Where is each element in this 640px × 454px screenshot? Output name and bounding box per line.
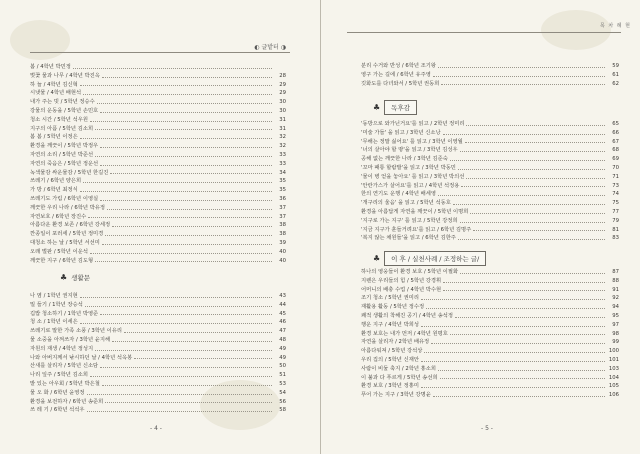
toc-entry-title: 대청소 하는 날 / 5학년 서선미 [30, 239, 100, 246]
toc-entry [30, 221, 286, 230]
toc-entry [361, 173, 619, 182]
toc-entry-page: 29 [279, 90, 286, 97]
toc-entry-title: '복지 않는 채원들'을 읽고 / 6학년 김한주 [361, 235, 456, 242]
toc-entry-page: 92 [612, 295, 619, 302]
toc-entry-title: 자연을 살리자 / 2학년 배유정 [361, 339, 430, 346]
toc-entry [361, 164, 619, 173]
dot-leader [441, 84, 605, 85]
toc-entry [361, 347, 619, 356]
dot-leader [473, 230, 605, 231]
toc-entry-page: 87 [612, 269, 619, 275]
toc-entry-title: 지구의 아픔 / 5학년 김소희 [30, 125, 94, 132]
toc-entry-title: 환경을 보전하자 / 6학년 송준희 [30, 398, 104, 405]
toc-entry [30, 248, 286, 257]
dot-leader [100, 367, 272, 368]
toc-entry-title: 벚꽃 물과 나무 / 4학년 박진옥 [30, 72, 100, 79]
dot-leader [460, 273, 605, 274]
toc-entry [361, 330, 619, 339]
toc-entry-title: 산새를 살리자 / 5학년 신소담 [30, 363, 99, 370]
toc-entry-title: 사람이 비둘 축지 / 2학년 홍소희 [361, 365, 436, 372]
toc-entry-title: 하나의 영웅들이 환경 보호 / 5학년 이필화 [361, 269, 459, 275]
toc-entry-page: 62 [612, 80, 619, 87]
toc-entry [30, 72, 286, 81]
dot-leader [465, 142, 605, 143]
dot-leader [450, 160, 605, 161]
toc-entry-page: 38 [279, 231, 286, 238]
toc-entry-title: '지금 지구가 훈들거려요'를 읽고 / 6학년 김명주 [361, 226, 472, 233]
toc-entry-title: 자연보호 / 6학년 장진수 [30, 213, 87, 220]
paper-stain [10, 20, 70, 60]
dot-leader [460, 151, 605, 152]
toc-entry-page: 35 [279, 187, 286, 194]
toc-entry-title: 아름다워져 / 5학년 강석상 [361, 348, 423, 355]
toc-entry-title: 쓰레기도 가림 / 6학년 이영실 [30, 195, 99, 202]
toc-entry-title: 녹색물감 싸운물감 / 5학년 한길진 [30, 169, 109, 176]
toc-entry-title: 밀 들기 / 1학년 장승석 [30, 301, 83, 308]
dot-leader [80, 85, 272, 86]
toc-entry-page: 106 [608, 392, 619, 399]
toc-entry [30, 125, 286, 134]
dot-leader [421, 387, 605, 388]
dot-leader [450, 334, 605, 335]
dot-leader [443, 290, 605, 291]
toc-entry-page: 65 [612, 121, 619, 127]
dot-leader [421, 326, 605, 327]
toc-entry [361, 321, 619, 330]
toc-list-poems [30, 63, 286, 265]
toc-entry [30, 380, 286, 389]
toc-entry-page: 77 [612, 208, 619, 215]
dot-leader [83, 182, 272, 183]
toc-entry-page: 58 [279, 407, 286, 414]
toc-entry [30, 204, 286, 213]
toc-entry-title: 환경 보호는 내가 먼저 / 4학년 원평호 [361, 330, 448, 337]
toc-entry-page: 66 [612, 129, 619, 136]
toc-entry-page: 51 [279, 372, 286, 379]
dot-leader [80, 297, 272, 298]
toc-entry [361, 199, 619, 208]
toc-entry [361, 277, 619, 286]
dot-leader [458, 169, 605, 170]
dot-leader [455, 317, 605, 318]
toc-entry-page: 74 [612, 191, 619, 198]
toc-entry [30, 327, 286, 336]
toc-entry-page: 83 [612, 235, 619, 242]
dot-leader [124, 332, 272, 333]
dot-leader [466, 178, 605, 179]
page-number: - 5 - [481, 425, 493, 432]
toc-entry [30, 336, 286, 345]
toc-entry-page: 105 [608, 383, 619, 390]
toc-entry-page: 43 [279, 293, 286, 299]
dot-leader [100, 165, 272, 166]
toc-entry [30, 89, 286, 98]
dot-leader [438, 195, 605, 196]
dot-leader [87, 394, 272, 395]
toc-entry-page: 31 [279, 116, 286, 123]
right-page [320, 0, 640, 454]
toc-entry [30, 257, 286, 266]
toc-entry [361, 80, 619, 89]
toc-entry-title: 깁밥 청소하기 / 1학년 박영준 [30, 310, 99, 317]
toc-entry-title: 나리 잎주 / 5학년 김소희 [30, 372, 88, 379]
toc-entry-title: 나 염 / 1학년 권지현 [30, 293, 78, 299]
toc-entry-page: 35 [279, 178, 286, 185]
dot-leader [112, 341, 272, 342]
toc-entry-page: 100 [608, 348, 619, 355]
toc-entry-title: 자연의 죽음은 / 5학년 정운선 [30, 160, 99, 167]
toc-entry-page: 97 [612, 321, 619, 328]
toc-list-essays [30, 292, 286, 415]
toc-entry-page: 103 [608, 365, 619, 372]
toc-entry-page: 44 [279, 301, 286, 308]
dot-leader [83, 94, 272, 95]
toc-entry-title: 쓰 레 기 / 6학년 석석우 [30, 407, 85, 414]
toc-entry-page: 73 [612, 182, 619, 189]
toc-entry [361, 62, 619, 71]
toc-entry-page: 50 [279, 363, 286, 370]
toc-entry [361, 226, 619, 235]
toc-entry-page: 46 [279, 319, 286, 326]
toc-entry [30, 169, 286, 178]
dot-leader [80, 323, 272, 324]
toc-entry [30, 160, 286, 169]
toc-entry-title: '동방으로 와가닌거요'를 읽고 / 2학년 정미리 [361, 121, 465, 127]
toc-entry [361, 120, 619, 129]
toc-entry-title: 청소 시간 / 5학년 석우원 [30, 116, 88, 123]
toc-entry-page: 29 [279, 81, 286, 88]
dot-leader [433, 76, 605, 77]
toc-entry-title: 물 오 화 / 6학년 윤영정 [30, 389, 85, 396]
toc-entry-title: 이 불과 다 푸르게 / 5학년 송선희 [361, 374, 438, 381]
toc-entry-page: 38 [279, 222, 286, 229]
toc-entry-page: 31 [279, 125, 286, 132]
toc-entry-title: 자연의 소리 / 5학년 박준선 [30, 151, 94, 158]
toc-entry [361, 286, 619, 295]
toc-entry-title: 아름다운 환경 보존 / 6학년 강세정 [30, 222, 111, 229]
toc-entry-page: 75 [612, 200, 619, 207]
toc-entry-title: '너의 살아야 할 땅'을 읽고 / 3학년 김성우 [361, 147, 458, 154]
toc-entry [30, 398, 286, 407]
dot-leader [100, 314, 272, 315]
toc-entry [361, 129, 619, 138]
toc-list-book-reports [361, 120, 619, 243]
toc-entry-page: 53 [279, 380, 286, 387]
toc-entry-title: 공해 없는 깨끗한 나라 / 3학년 김준숙 [361, 156, 448, 163]
toc-entry-title: 깃화도를 다녀와서 / 5학년 권동희 [361, 80, 440, 87]
toc-entry [361, 374, 619, 383]
toc-entry [30, 63, 286, 72]
dot-leader [95, 156, 272, 157]
toc-entry [361, 208, 619, 217]
dot-leader [88, 217, 272, 218]
toc-entry-page: 34 [279, 169, 286, 176]
toc-entry-page: 101 [608, 356, 619, 363]
toc-entry-title: '미술 가들' 을 읽고 / 3학년 신소낭 [361, 129, 441, 136]
club-suit-icon: ♣ [373, 254, 381, 263]
dot-leader [105, 235, 272, 236]
toc-entry-title: 깨끗한 지구 / 6학년 김도형 [30, 257, 94, 264]
toc-entry-page: 32 [279, 143, 286, 150]
toc-entry [361, 294, 619, 303]
toc-entry [30, 362, 286, 371]
toc-entry [361, 182, 619, 191]
dot-leader [80, 138, 272, 139]
toc-list-reports [361, 62, 619, 88]
dot-leader [100, 147, 272, 148]
toc-entry [30, 230, 286, 239]
toc-entry-page: 79 [612, 217, 619, 224]
dot-leader [73, 68, 272, 69]
toc-entry [30, 345, 286, 354]
toc-entry-page: 40 [279, 248, 286, 255]
toc-entry [30, 81, 286, 90]
toc-entry-page: 88 [612, 277, 619, 284]
toc-entry [361, 338, 619, 347]
toc-entry [361, 356, 619, 365]
toc-entry [361, 146, 619, 155]
header-rule [30, 52, 290, 53]
toc-entry-title: '물이 병 얻을 놓아요' 를 읽고 / 3학년 박의선 [361, 173, 465, 180]
section-title: 이 후 / 실천사례 / 조정하는 글/ [384, 251, 486, 266]
dot-leader [110, 173, 272, 174]
dot-leader [102, 385, 272, 386]
toc-entry-page: 37 [279, 204, 286, 211]
dot-leader [426, 308, 605, 309]
toc-entry-page: 33 [279, 151, 286, 158]
dot-leader [105, 402, 272, 403]
toc-entry-page: 32 [279, 134, 286, 141]
toc-entry-title: 분리 수거와 반성 / 6학년 조기왕 [361, 63, 436, 69]
toc-entry-title: 밭 있는 아우회 / 5학년 박은철 [30, 380, 100, 387]
toc-entry-page: 68 [612, 147, 619, 154]
toc-entry-title: 깨끗한 우리 나라 / 6학년 박유정 [30, 204, 105, 211]
toc-entry [30, 151, 286, 160]
dot-leader [80, 191, 272, 192]
toc-entry-title: 가 방 / 6학년 최정식 [30, 187, 78, 194]
toc-entry-title: '안란가스가 살어요'를 읽고 / 4학년 석정용 [361, 182, 460, 189]
toc-entry [30, 195, 286, 204]
toc-entry-title: 조기 청소 / 5학년 권미리 [361, 295, 419, 302]
dot-leader [112, 226, 272, 227]
dot-leader [95, 129, 272, 130]
dot-leader [85, 306, 272, 307]
toc-entry-page: 70 [612, 164, 619, 171]
left-page-header: ◐ 글밭터 ◑ [254, 44, 286, 51]
toc-entry [30, 389, 286, 398]
toc-entry [30, 142, 286, 151]
toc-entry [30, 213, 286, 222]
toc-entry [30, 116, 286, 125]
toc-entry [361, 303, 619, 312]
dot-leader [102, 77, 272, 78]
toc-entry [361, 312, 619, 321]
toc-entry-page: 71 [612, 173, 619, 180]
toc-entry-title: 환경을 아름답게 자연을 깨끗이 / 5학년 이명희 [361, 208, 469, 215]
toc-entry-title: 행운 지구 / 4학년 박희성 [361, 321, 419, 328]
toc-entry-title: 우리 집의 / 5학년 신재안 [361, 356, 419, 363]
toc-entry-title: 봄 / 4학년 박민정 [30, 64, 71, 70]
toc-entry [30, 301, 286, 310]
toc-entry-page: 45 [279, 310, 286, 317]
toc-entry-title: 재활용 활동 / 5학년 정수정 [361, 304, 425, 311]
toc-entry [361, 382, 619, 391]
section-heading-essays [60, 273, 90, 282]
toc-entry-page: 67 [612, 138, 619, 145]
dot-leader [90, 253, 272, 254]
toc-entry-title: 깐종일이 포러세 / 5학년 정미경 [30, 231, 104, 238]
toc-entry-title: 한의 연기도 운행 / 4학년 배세영 [361, 191, 436, 198]
toc-entry [361, 391, 619, 400]
toc-entry-title: 자원의 재생 / 4학년 정성지 [30, 345, 94, 352]
toc-entry-title: 하 늘 / 4학년 김신혁 [30, 81, 78, 88]
toc-entry-page: 98 [612, 330, 619, 337]
dot-leader [443, 282, 605, 283]
toc-entry [30, 354, 286, 363]
toc-entry-title: 어머니의 배충 수업 / 4학년 박수현 [361, 286, 442, 293]
page-number: - 4 - [150, 425, 162, 432]
dot-leader [466, 125, 605, 126]
dot-leader [97, 103, 272, 104]
toc-entry [30, 186, 286, 195]
toc-entry [361, 71, 619, 80]
toc-entry-title: '꼬마 패통 할람발'을 읽고 / 3학년 박동민 [361, 164, 456, 171]
dot-leader [95, 261, 272, 262]
dot-leader [95, 350, 272, 351]
toc-entry [30, 371, 286, 380]
dot-leader [90, 121, 272, 122]
toc-entry-title: 봄 봄 / 5학년 이정은 [30, 134, 78, 141]
toc-entry-title: 나와 아버지께서 낚시하던 날 / 4학년 석옥봉 [30, 354, 133, 361]
club-suit-icon: ♣ [60, 273, 68, 282]
toc-entry-title: 환경 보호 / 3학년 정홍미 [361, 383, 419, 390]
toc-entry-page: 37 [279, 213, 286, 220]
toc-entry-page: 48 [279, 336, 286, 343]
toc-entry-page: 54 [279, 389, 286, 396]
toc-entry-page: 94 [612, 304, 619, 311]
dot-leader [461, 186, 605, 187]
dot-leader [470, 213, 605, 214]
toc-entry [30, 406, 286, 415]
toc-entry [30, 310, 286, 319]
dot-leader [440, 378, 605, 379]
toc-entry-page: 30 [279, 99, 286, 106]
toc-entry-title: 영구 가는 길에 / 6학년 유주영 [361, 71, 431, 78]
toc-entry-page: 36 [279, 195, 286, 202]
dot-leader [458, 239, 605, 240]
toc-entry [30, 133, 286, 142]
toc-entry-title: 푸어 가는 지구 / 3학년 강명윤 [361, 392, 431, 399]
dot-leader [102, 244, 272, 245]
toc-entry-title: 내가 주는 빗 / 5학년 정승수 [30, 99, 95, 106]
toc-entry-page: 30 [279, 107, 286, 114]
dot-leader [433, 396, 605, 397]
club-suit-icon: ♣ [373, 103, 381, 112]
toc-entry-title: '무해는 정말 싫어요' 를 읽고 / 3학년 이영월 [361, 138, 463, 145]
toc-entry-title: 청 소 / 1학년 이세은 [30, 319, 78, 326]
dot-leader [100, 112, 272, 113]
section-heading-practice [373, 251, 486, 266]
toc-entry [30, 107, 286, 116]
dot-leader [453, 204, 605, 205]
toc-entry-title: '지구로 가는 지구' 를 읽고 / 5학년 강정희 [361, 217, 458, 224]
toc-entry [30, 98, 286, 107]
toc-entry [361, 365, 619, 374]
toc-entry-page: 33 [279, 160, 286, 167]
header-rule [347, 32, 621, 33]
toc-entry-page: 91 [612, 286, 619, 293]
dot-leader [438, 370, 605, 371]
toc-entry-page: 69 [612, 156, 619, 163]
dot-leader [134, 358, 272, 359]
dot-leader [438, 67, 605, 68]
toc-entry-page: 47 [279, 328, 286, 335]
toc-entry-title: 쓰레기 / 6학년 양은희 [30, 178, 82, 185]
dot-leader [443, 134, 605, 135]
toc-entry-page: 61 [612, 71, 619, 78]
toc-entry-page: 104 [608, 374, 619, 381]
dot-leader [421, 299, 605, 300]
toc-entry-page: 49 [279, 354, 286, 361]
toc-entry [361, 217, 619, 226]
dot-leader [460, 222, 605, 223]
toc-entry [30, 292, 286, 301]
dot-leader [107, 209, 272, 210]
toc-entry [30, 239, 286, 248]
toc-list-practice [361, 268, 619, 400]
toc-entry-title: 강물의 운동을 / 5학년 손민호 [30, 107, 99, 114]
toc-entry-title: 물 소중을 아껴쓰자 / 3학년 윤지해 [30, 336, 111, 343]
section-title: 생활문 [71, 274, 91, 282]
toc-entry-page: 49 [279, 345, 286, 352]
toc-entry-title: 오래 벌판 / 5학년 이운석 [30, 248, 88, 255]
dot-leader [90, 376, 272, 377]
toc-entry [30, 177, 286, 186]
dot-leader [421, 361, 605, 362]
toc-entry-title: 시냇물 / 4학년 배현석 [30, 90, 82, 97]
toc-entry-title: 지렌은 우리들의 힘 / 5학년 강경휘 [361, 277, 442, 284]
toc-entry-page: 28 [279, 72, 286, 79]
toc-entry [30, 318, 286, 327]
section-heading-book-reports [373, 100, 417, 115]
toc-entry-page: 56 [279, 398, 286, 405]
toc-entry-page: 39 [279, 239, 286, 246]
paper-stain [541, 10, 611, 50]
toc-entry [361, 268, 619, 277]
toc-entry-title: '개구리의 울음' 을 읽고 / 5학년 석동호 [361, 200, 451, 207]
toc-entry-page: 59 [612, 63, 619, 69]
dot-leader [424, 352, 605, 353]
dot-leader [431, 343, 605, 344]
toc-entry-page: 99 [612, 339, 619, 346]
toc-entry-title: 환경을 깨끗이 / 5학년 박정우 [30, 143, 99, 150]
toc-entry-page: 81 [612, 226, 619, 233]
section-title: 독후감 [384, 100, 417, 115]
toc-entry [361, 234, 619, 243]
toc-entry-title: 쓰레기로 말한 가족 소풍 / 3학년 이유리 [30, 328, 123, 335]
dot-leader [100, 200, 272, 201]
toc-entry-page: 95 [612, 312, 619, 319]
toc-entry [361, 190, 619, 199]
toc-entry [361, 138, 619, 147]
toc-entry [361, 155, 619, 164]
dot-leader [87, 411, 272, 412]
toc-entry-title: 쾌적 생활의 착해진 공기 / 4학년 송석정 [361, 312, 454, 319]
right-page-header: 목 차 례 현 [599, 23, 631, 29]
toc-entry-page: 40 [279, 257, 286, 264]
